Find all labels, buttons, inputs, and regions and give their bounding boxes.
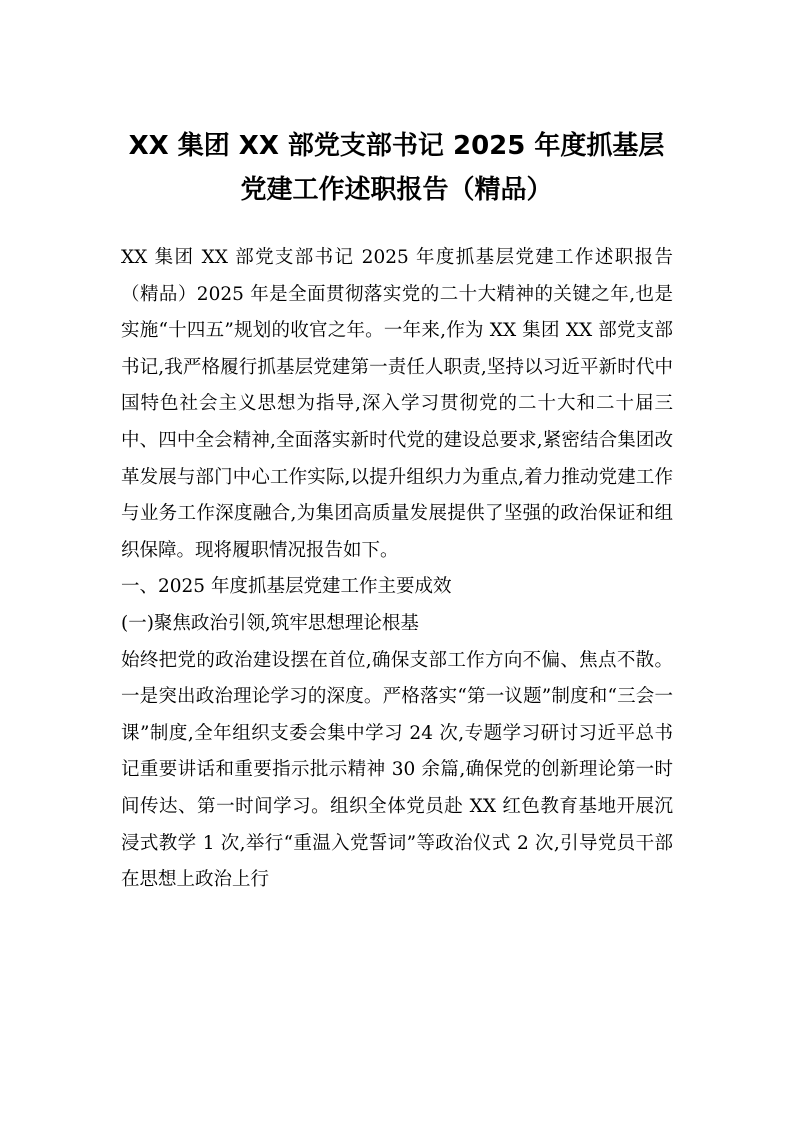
subsection-heading: (一)聚焦政治引领,筑牢思想理论根基 (121, 612, 419, 634)
section-heading: 一、2025 年度抓基层党建工作主要成效 (121, 576, 452, 598)
document-title (100, 124, 693, 212)
subsection-paragraph: 始终把党的政治建设摆在首位,确保支部工作方向不偏、焦点不散。一是突出政治理论学习的深度。严格落实“第一议题”制度和“三会一课”制度,全年组织支委会集中学习 24 次,专题学习研讨习近平总书记重要讲话和重要指示批示精神 30 余篇,确保党的创新理论第一时间传达、第一时间学习。组织全体党员赴 XX 红色教育基地开展沉浸式教学 1 次,举行“重温入党誓词”等政治仪式 2 次,引导党员干部在思想上政治上行 (121, 649, 673, 891)
title-line-2: 党建工作述职报告（精品） (240, 175, 553, 205)
intro-paragraph: XX 集团 XX 部党支部书记 2025 年度抓基层党建工作述职报告（精品）2025 年是全面贯彻落实党的二十大精神的关键之年,也是实施“十四五”规划的收官之年。一年来,作为 XX 集团 XX 部党支部书记,我严格履行抓基层党建第一责任人职责,坚持以习近平新时代中国特色社会主义思想为指导,深入学习贯彻党的二十大和二十届三中、四中全会精神,全面落实新时代党的建设总要求,紧密结合集团改革发展与部门中心工作实际,以提升组织力为重点,着力推动党建工作与业务工作深度融合,为集团高质量发展提供了坚强的政治保证和组织保障。现将履职情况报告如下。 (121, 247, 673, 561)
document-body (121, 240, 673, 899)
title-line-1: XX 集团 XX 部党支部书记 2025 年度抓基层 (128, 131, 665, 161)
